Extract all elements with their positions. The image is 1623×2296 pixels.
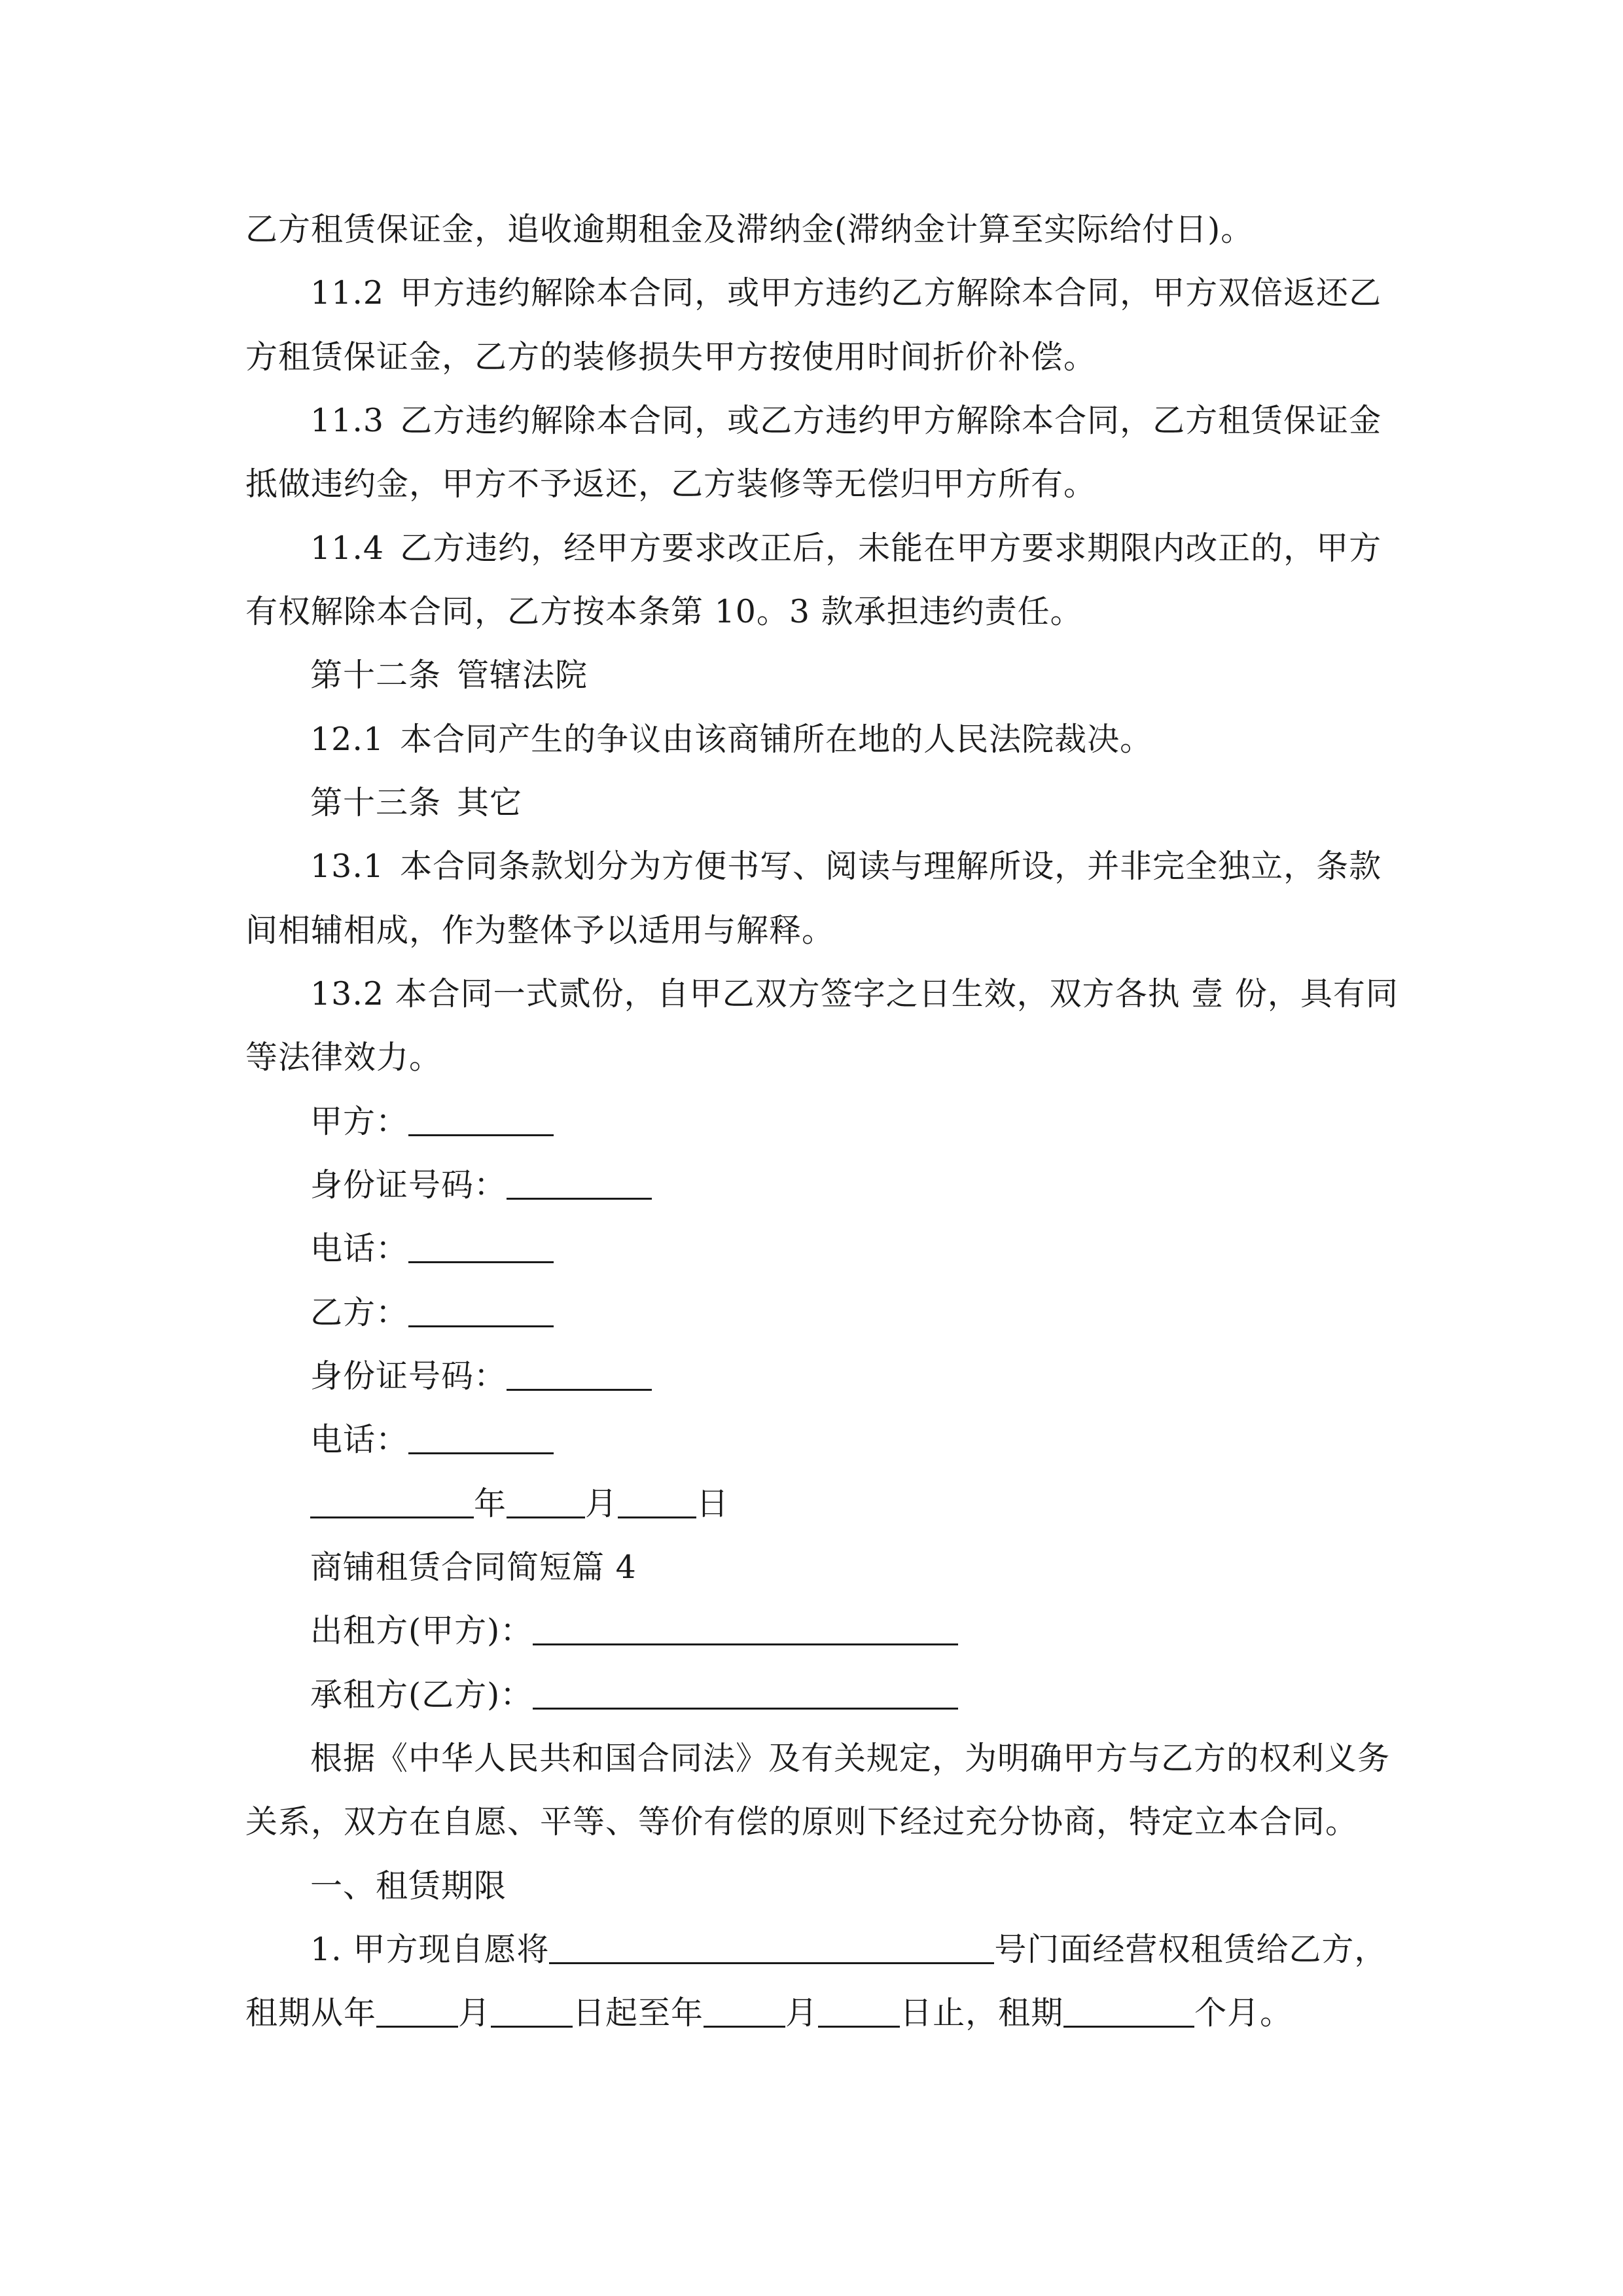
term-clause-1-period: 租期从年 月 日起至年 月 日止，租期 个月。	[245, 1994, 1293, 2032]
storefront-blank	[549, 1933, 994, 1964]
section-title: 商铺租赁合同简短篇 4	[310, 1549, 637, 1586]
signature-phone-a: 电话：	[310, 1228, 554, 1270]
paragraph-line: 乙方租赁保证金，追收逾期租金及滞纳金(滞纳金计算至实际给付日)。	[245, 211, 1254, 248]
term-heading: 一、租赁期限	[310, 1867, 507, 1905]
paragraph-line: 抵做违约金，甲方不予返还，乙方装修等无偿归甲方所有。	[245, 465, 1097, 503]
clause-number: 12.1	[310, 721, 385, 758]
start-day-blank	[491, 1997, 573, 2028]
clause-number: 11.4	[310, 529, 385, 567]
months-blank	[1063, 1997, 1194, 2028]
clause-13-2: 13.2 本合同一式贰份，自甲乙双方签字之日生效，双方各执 壹 份，具有同	[310, 975, 1399, 1013]
phone-b-blank	[408, 1424, 554, 1454]
signature-date: 年 月 日	[310, 1483, 729, 1525]
lessor-line: 出租方(甲方)：	[310, 1610, 958, 1652]
day-blank	[618, 1488, 696, 1518]
intro-paragraph: 根据《中华人民共和国合同法》及有关规定，为明确甲方与乙方的权利义务	[310, 1740, 1391, 1777]
clause-12-1: 12.1 本合同产生的争议由该商铺所在地的人民法院裁决。	[310, 721, 1153, 758]
paragraph-line: 关系，双方在自愿、平等、等价有偿的原则下经过充分协商，特定立本合同。	[245, 1803, 1359, 1840]
start-month-blank	[376, 1997, 458, 2028]
party-b-blank	[408, 1297, 554, 1327]
clause-number: 11.3	[310, 402, 385, 439]
paragraph-line: 等法律效力。	[245, 1039, 442, 1076]
year-blank	[310, 1488, 474, 1518]
paragraph-line: 方租赁保证金，乙方的装修损失甲方按使用时间折价补偿。	[245, 338, 1097, 376]
phone-a-blank	[408, 1232, 554, 1263]
party-a-blank	[408, 1105, 554, 1136]
signature-id-b: 身份证号码：	[310, 1355, 652, 1397]
term-clause-1: 1. 甲方现自愿将 号门面经营权租赁给乙方，	[310, 1931, 1387, 1968]
clause-11-3: 11.3 乙方违约解除本合同，或乙方违约甲方解除本合同，乙方租赁保证金	[310, 402, 1382, 439]
paragraph-line: 间相辅相成，作为整体予以适用与解释。	[245, 912, 835, 949]
signature-party-b: 乙方：	[310, 1292, 554, 1334]
clause-13-1: 13.1 本合同条款划分为方便书写、阅读与理解所设，并非完全独立，条款	[310, 848, 1382, 885]
signature-id-a: 身份证号码：	[310, 1164, 652, 1206]
month-blank	[507, 1488, 585, 1518]
clause-number: 13.1	[310, 848, 385, 885]
lessee-blank	[533, 1679, 958, 1710]
clause-11-2: 11.2 甲方违约解除本合同，或甲方违约乙方解除本合同，甲方双倍返还乙	[310, 274, 1382, 312]
id-b-blank	[507, 1360, 652, 1391]
signature-phone-b: 电话：	[310, 1419, 554, 1461]
paragraph-line: 有权解除本合同，乙方按本条第 10。3 款承担违约责任。	[245, 593, 1083, 630]
article-13-heading: 第十三条 其它	[310, 784, 523, 821]
clause-11-4: 11.4 乙方违约，经甲方要求改正后，未能在甲方要求期限内改正的，甲方	[310, 529, 1382, 567]
clause-number: 11.2	[310, 274, 385, 312]
lessor-blank	[533, 1615, 958, 1645]
end-day-blank	[818, 1997, 900, 2028]
id-a-blank	[507, 1169, 652, 1200]
article-12-heading: 第十二条 管辖法院	[310, 656, 588, 694]
lessee-line: 承租方(乙方)：	[310, 1674, 958, 1716]
end-month-blank	[704, 1997, 785, 2028]
signature-party-a: 甲方：	[310, 1101, 554, 1143]
